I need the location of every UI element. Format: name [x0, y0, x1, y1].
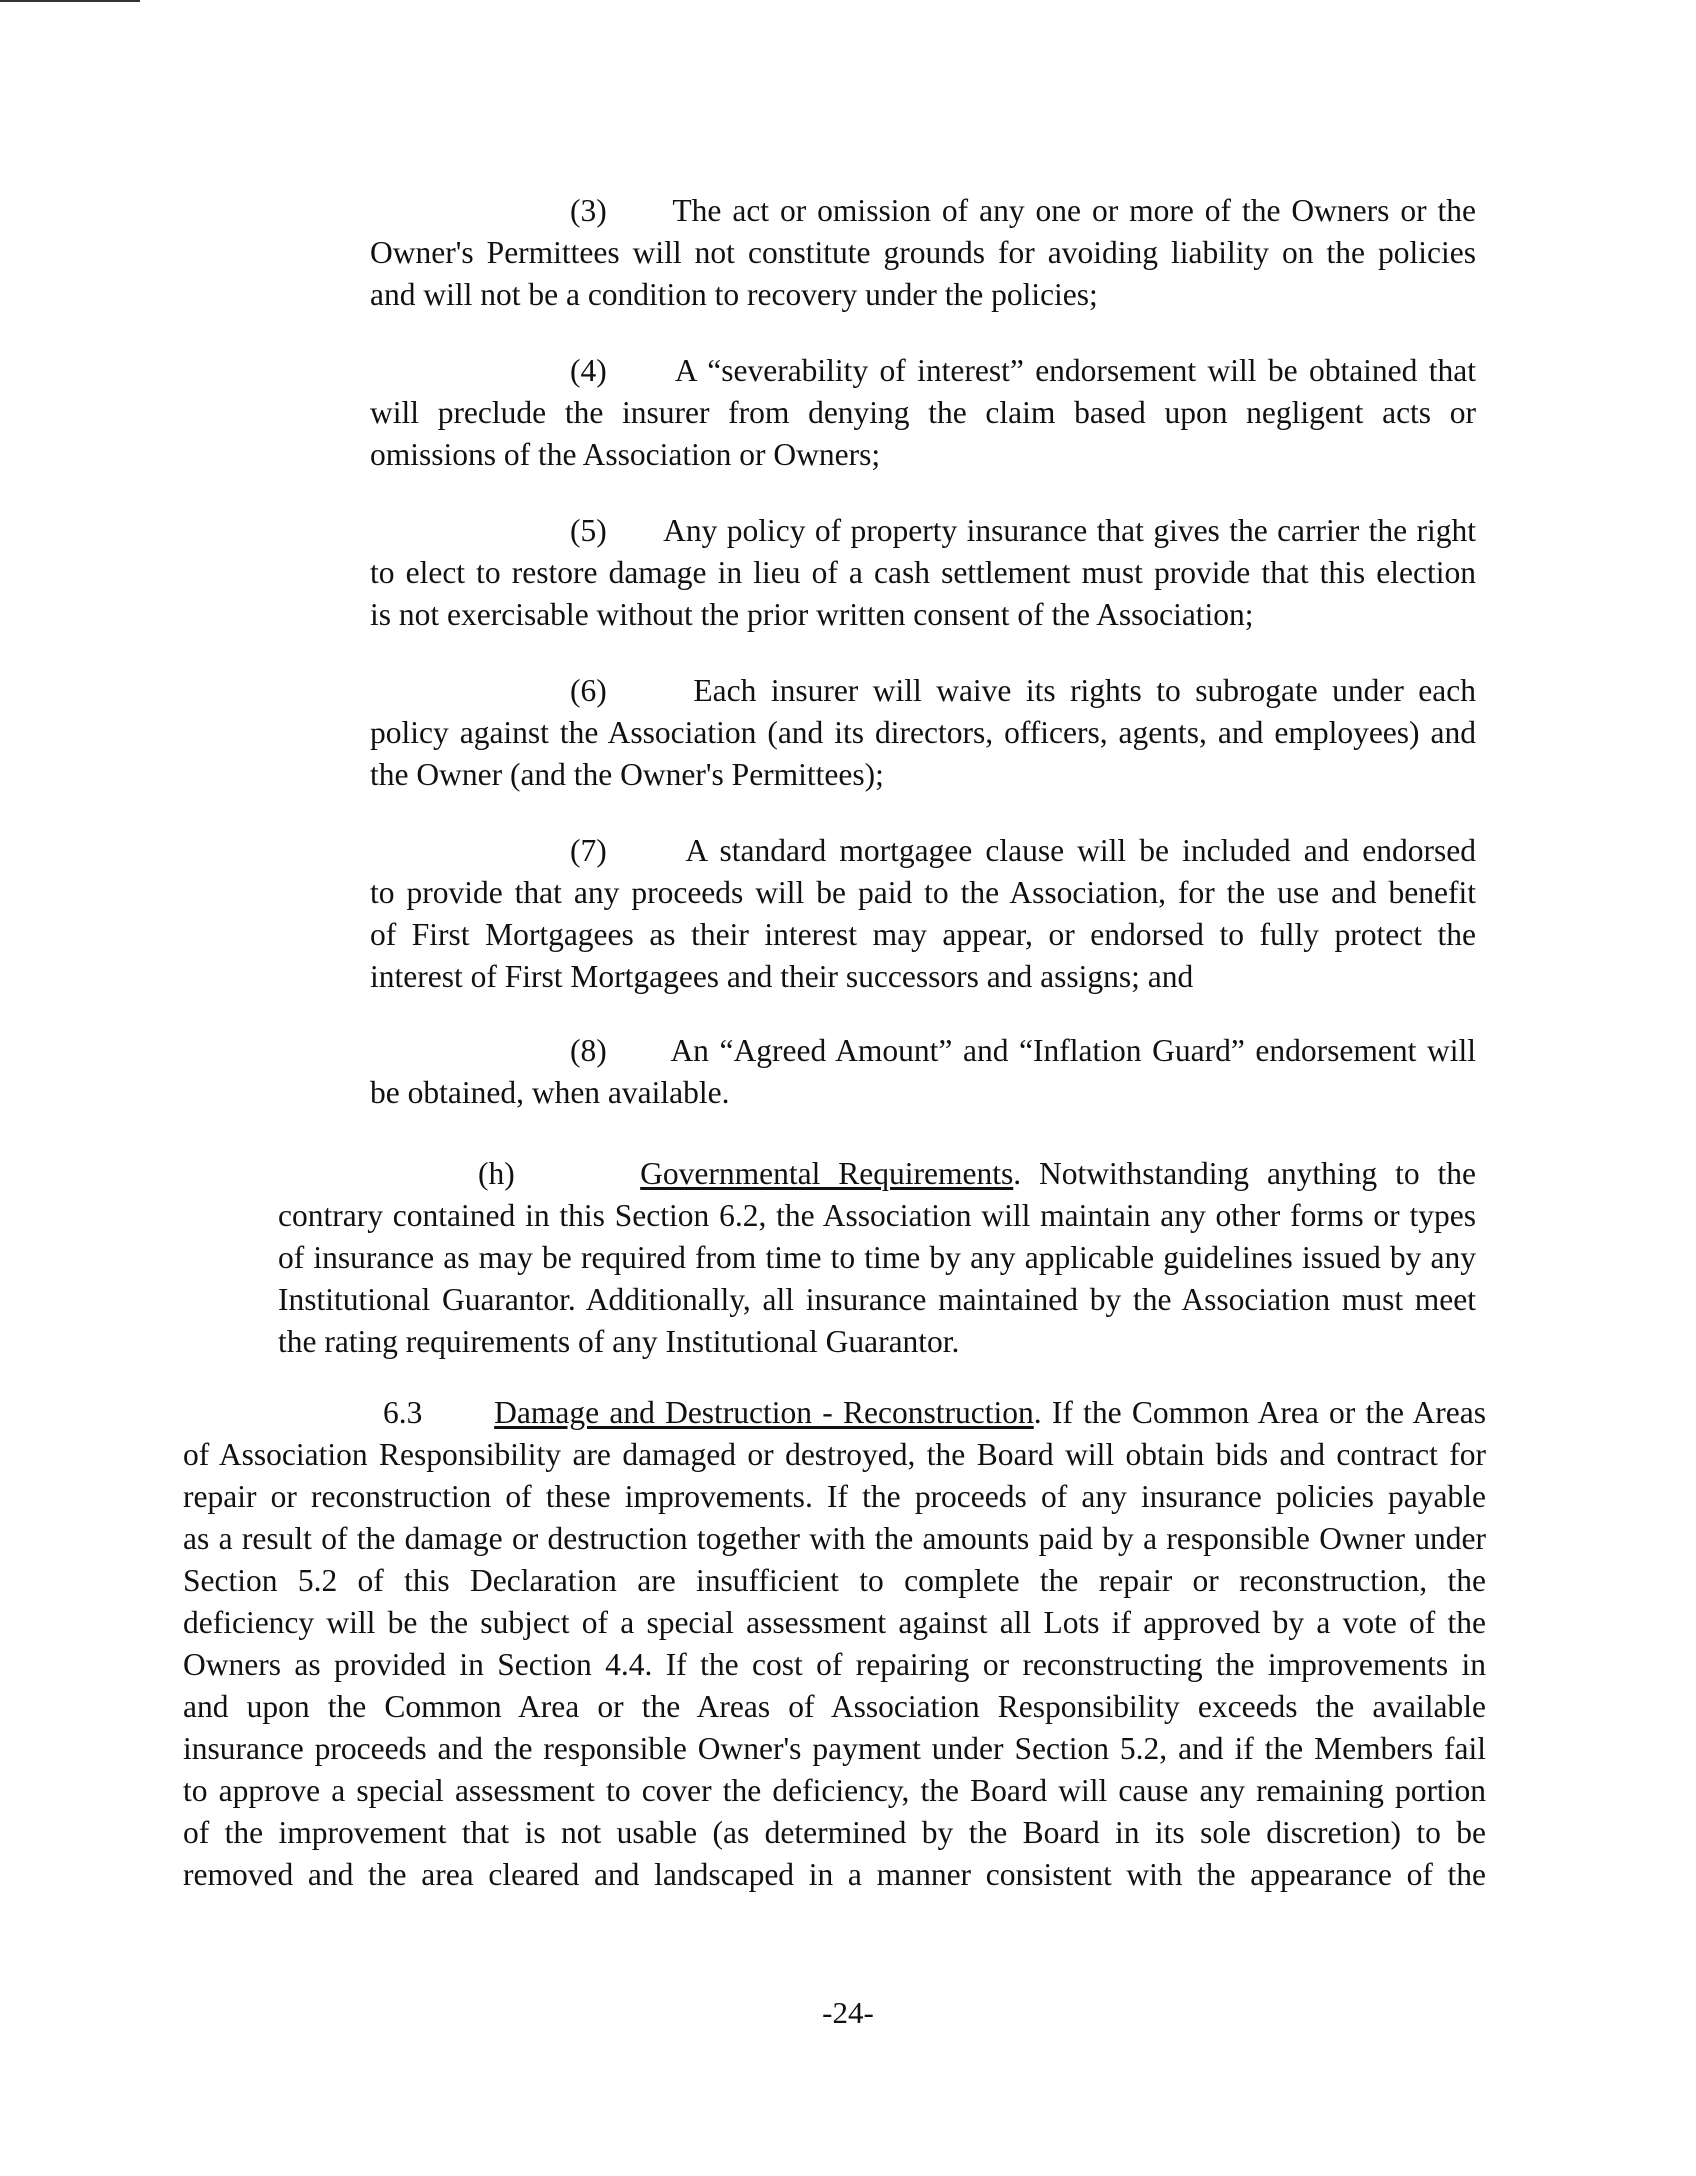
item-3-line-3: and will not be a condition to recovery under the policies;: [370, 277, 1098, 312]
insurance-item-4: [370, 350, 1476, 476]
item-5-line-3: is not exercisable without the prior written consent of the Association;: [370, 597, 1254, 632]
section-6-3-line-8: and upon the Common Area or the Areas of Association Responsibility exceeds the available: [183, 1689, 1486, 1724]
section-h-line-5: the rating requirements of any Institutional Guarantor.: [278, 1324, 960, 1359]
section-6-3-line-7: Owners as provided in Section 4.4. If the cost of repairing or reconstructing the improvements in: [183, 1647, 1486, 1682]
item-4-line-3: omissions of the Association or Owners;: [370, 437, 881, 472]
item-5-number: (5): [570, 513, 607, 548]
section-6-3-number: 6.3: [383, 1395, 423, 1430]
item-6-line-2: policy against the Association (and its directors, officers, agents, and employees) and: [370, 715, 1476, 750]
item-6-first-line: [370, 670, 1476, 712]
section-6-3-heading: Damage and Destruction - Reconstruction: [494, 1395, 1034, 1430]
item-3-line-1: The act or omission of any one or more of the Owners or the: [672, 193, 1477, 228]
section-h-first-line-rest: . Notwithstanding anything to the: [1013, 1156, 1476, 1191]
item-3-line-2: Owner's Permittees will not constitute grounds for avoiding liability on the policies: [370, 235, 1476, 270]
section-h-line-3: of insurance as may be required from time to time by any applicable guidelines issued by any: [278, 1240, 1476, 1275]
section-6-3-line-2: of Association Responsibility are damaged or destroyed, the Board will obtain bids and contract for: [183, 1437, 1486, 1472]
item-7-line-2: to provide that any proceeds will be paid to the Association, for the use and benefit: [370, 875, 1476, 910]
item-7-line-3: of First Mortgagees as their interest may appear, or endorsed to fully protect the: [370, 917, 1476, 952]
item-4-number: (4): [570, 353, 607, 388]
section-6-3-first-line: [183, 1392, 1486, 1434]
item-8-number: (8): [570, 1033, 607, 1068]
item-8-line-2: be obtained, when available.: [370, 1075, 730, 1110]
insurance-item-5: [370, 510, 1476, 636]
page-number: -24-: [822, 1995, 874, 2030]
section-6-3-damage-destruction: [183, 1392, 1486, 1896]
item-6-line-1: Each insurer will waive its rights to subrogate under each: [693, 673, 1476, 708]
item-3-number: (3): [570, 193, 607, 228]
insurance-item-7: [370, 830, 1476, 998]
section-6-3-line-10: to approve a special assessment to cover the deficiency, the Board will cause any remaining portion: [183, 1773, 1486, 1808]
item-3-first-line: [370, 190, 1476, 232]
section-h-governmental-requirements: [278, 1153, 1476, 1363]
item-7-first-line: [370, 830, 1476, 872]
section-h-first-line: [278, 1153, 1476, 1195]
item-4-line-1: A “severability of interest” endorsement will be obtained that: [674, 353, 1477, 388]
section-h-heading: Governmental Requirements: [640, 1156, 1014, 1191]
section-6-3-line-12: removed and the area cleared and landscaped in a manner consistent with the appearance of the: [183, 1857, 1486, 1892]
item-5-line-1: Any policy of property insurance that gives the carrier the right: [663, 513, 1476, 548]
section-6-3-line-5: Section 5.2 of this Declaration are insufficient to complete the repair or reconstruction, the: [183, 1563, 1486, 1598]
item-5-first-line: [370, 510, 1476, 552]
section-6-3-line-3: repair or reconstruction of these improvements. If the proceeds of any insurance policies payable: [183, 1479, 1486, 1514]
section-6-3-line-9: insurance proceeds and the responsible Owner's payment under Section 5.2, and if the Members fail: [183, 1731, 1486, 1766]
insurance-item-6: [370, 670, 1476, 796]
item-6-number: (6): [570, 673, 607, 708]
section-6-3-line-6: deficiency will be the subject of a special assessment against all Lots if approved by a vote of the: [183, 1605, 1486, 1640]
item-7-number: (7): [570, 833, 607, 868]
item-6-line-3: the Owner (and the Owner's Permittees);: [370, 757, 884, 792]
item-8-line-1: An “Agreed Amount” and “Inflation Guard” endorsement will: [670, 1033, 1476, 1068]
section-h-line-4: Institutional Guarantor. Additionally, all insurance maintained by the Association must meet: [278, 1282, 1476, 1317]
item-7-line-4: interest of First Mortgagees and their successors and assigns; and: [370, 959, 1194, 994]
insurance-item-8: [370, 1030, 1476, 1114]
item-5-line-2: to elect to restore damage in lieu of a cash settlement must provide that this election: [370, 555, 1476, 590]
section-6-3-line-4: as a result of the damage or destruction together with the amounts paid by a responsible Owner under: [183, 1521, 1486, 1556]
item-7-line-1: A standard mortgagee clause will be included and endorsed: [685, 833, 1477, 868]
item-8-first-line: [370, 1030, 1476, 1072]
item-4-line-2: will preclude the insurer from denying the claim based upon negligent acts or: [370, 395, 1476, 430]
section-6-3-line-11: of the improvement that is not usable (as determined by the Board in its sole discretion) to be: [183, 1815, 1486, 1850]
section-6-3-first-line-rest: . If the Common Area or the Areas: [1033, 1395, 1486, 1430]
section-h-number: (h): [478, 1156, 515, 1191]
insurance-item-3: [370, 190, 1476, 316]
item-4-first-line: [370, 350, 1476, 392]
section-h-line-2: contrary contained in this Section 6.2, the Association will maintain any other forms or types: [278, 1198, 1476, 1233]
